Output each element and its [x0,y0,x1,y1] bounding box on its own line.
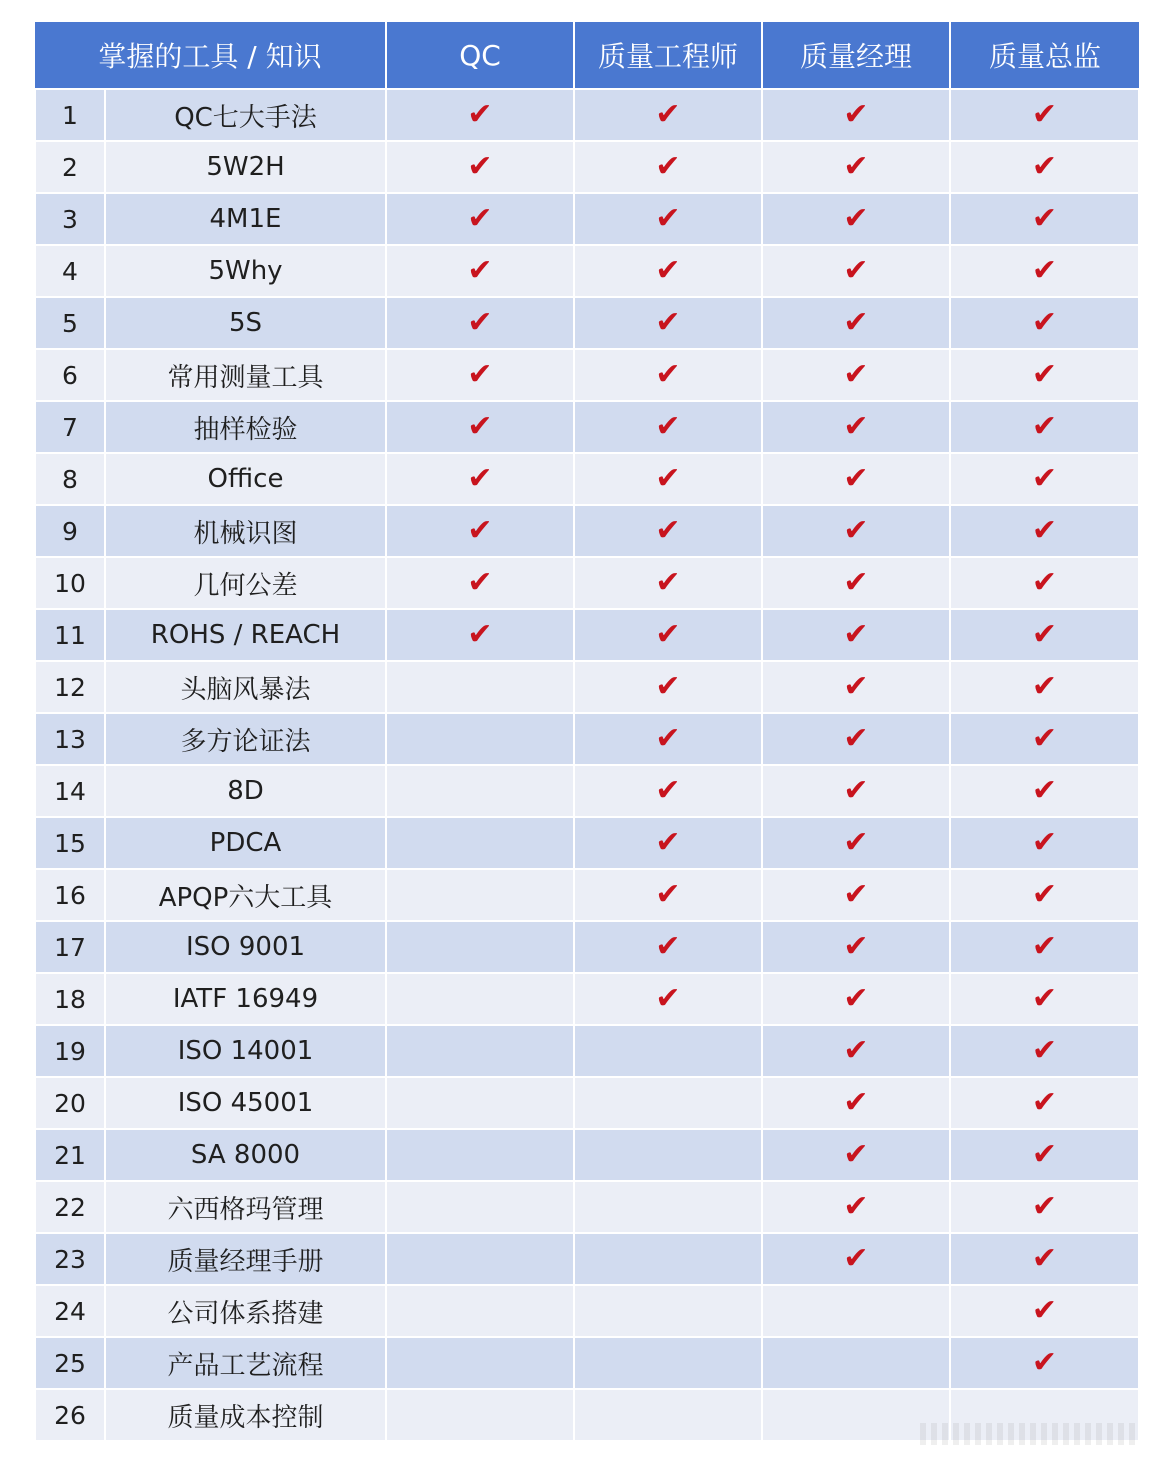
cell-quality-manager [762,453,950,505]
cell-quality-manager [762,661,950,713]
checkmark-icon: ✔ [655,616,681,652]
row-number: 3 [35,193,105,245]
checkmark-icon: ✔ [843,876,869,912]
table-row [35,1129,1139,1181]
tool-name: ISO 45001 [105,1077,386,1129]
tool-name: 4M1E [105,193,386,245]
checkmark-icon: ✔ [843,1032,869,1068]
cell-qc [386,505,574,557]
checkmark-icon: ✔ [655,928,681,964]
cell-quality-director [950,1025,1139,1077]
tool-name: 8D [105,765,386,817]
cell-quality-manager [762,713,950,765]
row-number: 8 [35,453,105,505]
cell-quality-director [950,557,1139,609]
checkmark-icon: ✔ [843,668,869,704]
checkmark-icon: ✔ [467,408,493,444]
table-body [35,89,1139,1441]
table-row [35,1337,1139,1389]
checkmark-icon: ✔ [655,512,681,548]
row-number: 6 [35,349,105,401]
tool-name: Office [105,453,386,505]
cell-quality-engineer [574,765,762,817]
cell-qc [386,1077,574,1129]
cell-quality-manager [762,349,950,401]
cell-quality-engineer [574,557,762,609]
checkmark-icon: ✔ [1031,720,1058,756]
table-row [35,453,1139,505]
cell-quality-engineer [574,973,762,1025]
table-row [35,921,1139,973]
cell-quality-director [950,921,1139,973]
cell-quality-director [950,297,1139,349]
checkmark-icon: ✔ [1031,564,1058,600]
cell-quality-director [950,817,1139,869]
row-number: 26 [35,1389,105,1441]
cell-quality-manager [762,557,950,609]
table-row [35,973,1139,1025]
table-row [35,713,1139,765]
tool-name: 5Why [105,245,386,297]
checkmark-icon: ✔ [1031,200,1058,236]
checkmark-icon: ✔ [843,1136,869,1172]
checkmark-icon: ✔ [1031,356,1058,392]
skills-matrix-table [34,22,1140,1442]
header-quality-director: 质量总监 [950,22,1139,89]
row-number: 7 [35,401,105,453]
checkmark-icon: ✔ [1031,928,1058,964]
table-row [35,661,1139,713]
checkmark-icon: ✔ [1031,512,1058,548]
cell-quality-director [950,1337,1139,1389]
tool-name: 质量经理手册 [105,1233,386,1285]
cell-qc [386,1181,574,1233]
tool-name: 机械识图 [105,505,386,557]
row-number: 20 [35,1077,105,1129]
table-row [35,869,1139,921]
cell-quality-manager [762,193,950,245]
tool-name: 5W2H [105,141,386,193]
table-row [35,817,1139,869]
cell-quality-director [950,661,1139,713]
tool-name: ISO 14001 [105,1025,386,1077]
cell-quality-engineer [574,1025,762,1077]
table-row [35,1233,1139,1285]
checkmark-icon: ✔ [467,616,493,652]
table-row [35,1181,1139,1233]
checkmark-icon: ✔ [843,512,869,548]
cell-qc [386,245,574,297]
cell-quality-director [950,765,1139,817]
checkmark-icon: ✔ [467,200,493,236]
cell-qc [386,453,574,505]
tool-name: 多方论证法 [105,713,386,765]
cell-quality-manager [762,1181,950,1233]
checkmark-icon: ✔ [1031,304,1058,340]
cell-quality-manager [762,1285,950,1337]
cell-quality-engineer [574,245,762,297]
table-row [35,765,1139,817]
tool-name: 六西格玛管理 [105,1181,386,1233]
cell-quality-manager [762,869,950,921]
cell-quality-director [950,193,1139,245]
checkmark-icon: ✔ [467,512,493,548]
checkmark-icon: ✔ [655,408,681,444]
checkmark-icon: ✔ [655,304,681,340]
skills-table-container [34,22,1138,1442]
cell-quality-engineer [574,713,762,765]
checkmark-icon: ✔ [467,252,493,288]
cell-qc [386,297,574,349]
cell-qc [386,141,574,193]
cell-qc [386,1129,574,1181]
cell-quality-director [950,1233,1139,1285]
header-quality-manager: 质量经理 [762,22,950,89]
cell-quality-manager [762,765,950,817]
cell-qc [386,817,574,869]
cell-quality-director [950,1129,1139,1181]
cell-quality-director [950,609,1139,661]
cell-qc [386,869,574,921]
checkmark-icon: ✔ [655,824,681,860]
cell-quality-manager [762,1337,950,1389]
cell-quality-director [950,1181,1139,1233]
checkmark-icon: ✔ [843,96,869,132]
checkmark-icon: ✔ [843,564,869,600]
checkmark-icon: ✔ [1031,408,1058,444]
checkmark-icon: ✔ [1031,148,1058,184]
cell-quality-engineer [574,661,762,713]
row-number: 4 [35,245,105,297]
checkmark-icon: ✔ [1031,1188,1058,1224]
cell-quality-engineer [574,1129,762,1181]
cell-qc [386,1389,574,1441]
checkmark-icon: ✔ [843,304,869,340]
cell-quality-manager [762,817,950,869]
checkmark-icon: ✔ [843,200,869,236]
cell-quality-engineer [574,921,762,973]
cell-quality-engineer [574,453,762,505]
table-row [35,89,1139,141]
tool-name: 产品工艺流程 [105,1337,386,1389]
checkmark-icon: ✔ [467,304,493,340]
cell-quality-engineer [574,141,762,193]
checkmark-icon: ✔ [843,1188,869,1224]
row-number: 23 [35,1233,105,1285]
row-number: 24 [35,1285,105,1337]
row-number: 16 [35,869,105,921]
row-number: 9 [35,505,105,557]
checkmark-icon: ✔ [1031,772,1058,808]
cell-quality-manager [762,1077,950,1129]
row-number: 11 [35,609,105,661]
cell-qc [386,401,574,453]
table-row [35,557,1139,609]
cell-qc [386,193,574,245]
checkmark-icon: ✔ [467,460,493,496]
checkmark-icon: ✔ [1031,616,1058,652]
checkmark-icon: ✔ [843,252,869,288]
cell-quality-engineer [574,401,762,453]
cell-qc [386,921,574,973]
checkmark-icon: ✔ [1031,1032,1058,1068]
cell-qc [386,973,574,1025]
cell-quality-engineer [574,1285,762,1337]
cell-quality-engineer [574,505,762,557]
cell-qc [386,765,574,817]
checkmark-icon: ✔ [843,148,869,184]
header-tools-knowledge: 掌握的工具 / 知识 [35,22,386,89]
checkmark-icon: ✔ [843,1084,869,1120]
table-row [35,141,1139,193]
row-number: 21 [35,1129,105,1181]
checkmark-icon: ✔ [1031,1292,1058,1328]
row-number: 18 [35,973,105,1025]
cell-qc [386,1337,574,1389]
tool-name: 头脑风暴法 [105,661,386,713]
checkmark-icon: ✔ [1031,252,1058,288]
cell-quality-engineer [574,609,762,661]
header-qc: QC [386,22,574,89]
cell-qc [386,1025,574,1077]
table-row [35,245,1139,297]
tool-name: 抽样检验 [105,401,386,453]
tool-name: QC七大手法 [105,89,386,141]
cell-quality-engineer [574,1337,762,1389]
checkmark-icon: ✔ [1031,668,1058,704]
table-row [35,349,1139,401]
tool-name: ISO 9001 [105,921,386,973]
checkmark-icon: ✔ [843,980,869,1016]
cell-quality-director [950,713,1139,765]
cell-quality-manager [762,921,950,973]
cell-quality-director [950,89,1139,141]
tool-name: APQP六大工具 [105,869,386,921]
cell-quality-director [950,141,1139,193]
cell-quality-manager [762,505,950,557]
checkmark-icon: ✔ [655,356,681,392]
cell-qc [386,89,574,141]
checkmark-icon: ✔ [1031,460,1058,496]
checkmark-icon: ✔ [843,460,869,496]
tool-name: 质量成本控制 [105,1389,386,1441]
cell-quality-engineer [574,1233,762,1285]
checkmark-icon: ✔ [655,772,681,808]
cell-qc [386,1233,574,1285]
checkmark-icon: ✔ [655,668,681,704]
cell-quality-manager [762,973,950,1025]
table-row [35,297,1139,349]
cell-quality-engineer [574,297,762,349]
checkmark-icon: ✔ [467,96,493,132]
checkmark-icon: ✔ [467,148,493,184]
table-row [35,193,1139,245]
row-number: 1 [35,89,105,141]
cell-quality-manager [762,401,950,453]
row-number: 25 [35,1337,105,1389]
checkmark-icon: ✔ [655,564,681,600]
checkmark-icon: ✔ [467,356,493,392]
checkmark-icon: ✔ [843,928,869,964]
tool-name: 5S [105,297,386,349]
cell-quality-manager [762,141,950,193]
table-row [35,505,1139,557]
tool-name: PDCA [105,817,386,869]
cell-quality-manager [762,1389,950,1441]
cell-quality-engineer [574,1077,762,1129]
cell-quality-engineer [574,1389,762,1441]
cell-quality-director [950,1077,1139,1129]
row-number: 13 [35,713,105,765]
checkmark-icon: ✔ [655,720,681,756]
table-row [35,1025,1139,1077]
cell-quality-manager [762,245,950,297]
cell-quality-engineer [574,1181,762,1233]
checkmark-icon: ✔ [655,980,681,1016]
tool-name: ROHS / REACH [105,609,386,661]
table-row [35,609,1139,661]
table-row [35,1389,1139,1441]
cell-quality-engineer [574,89,762,141]
row-number: 15 [35,817,105,869]
row-number: 22 [35,1181,105,1233]
cell-qc [386,713,574,765]
checkmark-icon: ✔ [843,356,869,392]
cell-quality-director [950,245,1139,297]
checkmark-icon: ✔ [843,720,869,756]
tool-name: 常用测量工具 [105,349,386,401]
row-number: 2 [35,141,105,193]
checkmark-icon: ✔ [655,200,681,236]
table-row [35,401,1139,453]
row-number: 17 [35,921,105,973]
tool-name: IATF 16949 [105,973,386,1025]
cell-quality-engineer [574,193,762,245]
cell-qc [386,609,574,661]
checkmark-icon: ✔ [1031,1084,1058,1120]
checkmark-icon: ✔ [843,1240,869,1276]
cell-qc [386,1285,574,1337]
cell-quality-engineer [574,869,762,921]
row-number: 12 [35,661,105,713]
checkmark-icon: ✔ [1031,980,1058,1016]
checkmark-icon: ✔ [655,252,681,288]
tool-name: 几何公差 [105,557,386,609]
cell-qc [386,349,574,401]
checkmark-icon: ✔ [467,564,493,600]
cell-quality-director [950,1285,1139,1337]
checkmark-icon: ✔ [1031,1136,1058,1172]
checkmark-icon: ✔ [655,96,681,132]
checkmark-icon: ✔ [843,824,869,860]
checkmark-icon: ✔ [843,616,869,652]
checkmark-icon: ✔ [1031,1344,1058,1380]
cell-quality-director [950,1389,1139,1441]
cell-quality-manager [762,89,950,141]
cell-quality-manager [762,609,950,661]
cell-quality-director [950,349,1139,401]
cell-quality-director [950,973,1139,1025]
checkmark-icon: ✔ [655,876,681,912]
table-header-row [35,22,1139,89]
cell-quality-manager [762,1025,950,1077]
table-row [35,1077,1139,1129]
tool-name: 公司体系搭建 [105,1285,386,1337]
cell-quality-engineer [574,349,762,401]
checkmark-icon: ✔ [1031,96,1058,132]
checkmark-icon: ✔ [1031,876,1058,912]
cell-quality-director [950,869,1139,921]
header-quality-engineer: 质量工程师 [574,22,762,89]
row-number: 5 [35,297,105,349]
cell-quality-director [950,453,1139,505]
cell-quality-manager [762,1129,950,1181]
checkmark-icon: ✔ [1031,1240,1058,1276]
checkmark-icon: ✔ [843,772,869,808]
row-number: 14 [35,765,105,817]
cell-qc [386,557,574,609]
cell-quality-manager [762,1233,950,1285]
table-row [35,1285,1139,1337]
cell-quality-director [950,505,1139,557]
row-number: 19 [35,1025,105,1077]
cell-quality-manager [762,297,950,349]
checkmark-icon: ✔ [843,408,869,444]
checkmark-icon: ✔ [1031,824,1058,860]
cell-quality-director [950,401,1139,453]
checkmark-icon: ✔ [655,148,681,184]
cell-qc [386,661,574,713]
row-number: 10 [35,557,105,609]
checkmark-icon: ✔ [655,460,681,496]
tool-name: SA 8000 [105,1129,386,1181]
cell-quality-engineer [574,817,762,869]
